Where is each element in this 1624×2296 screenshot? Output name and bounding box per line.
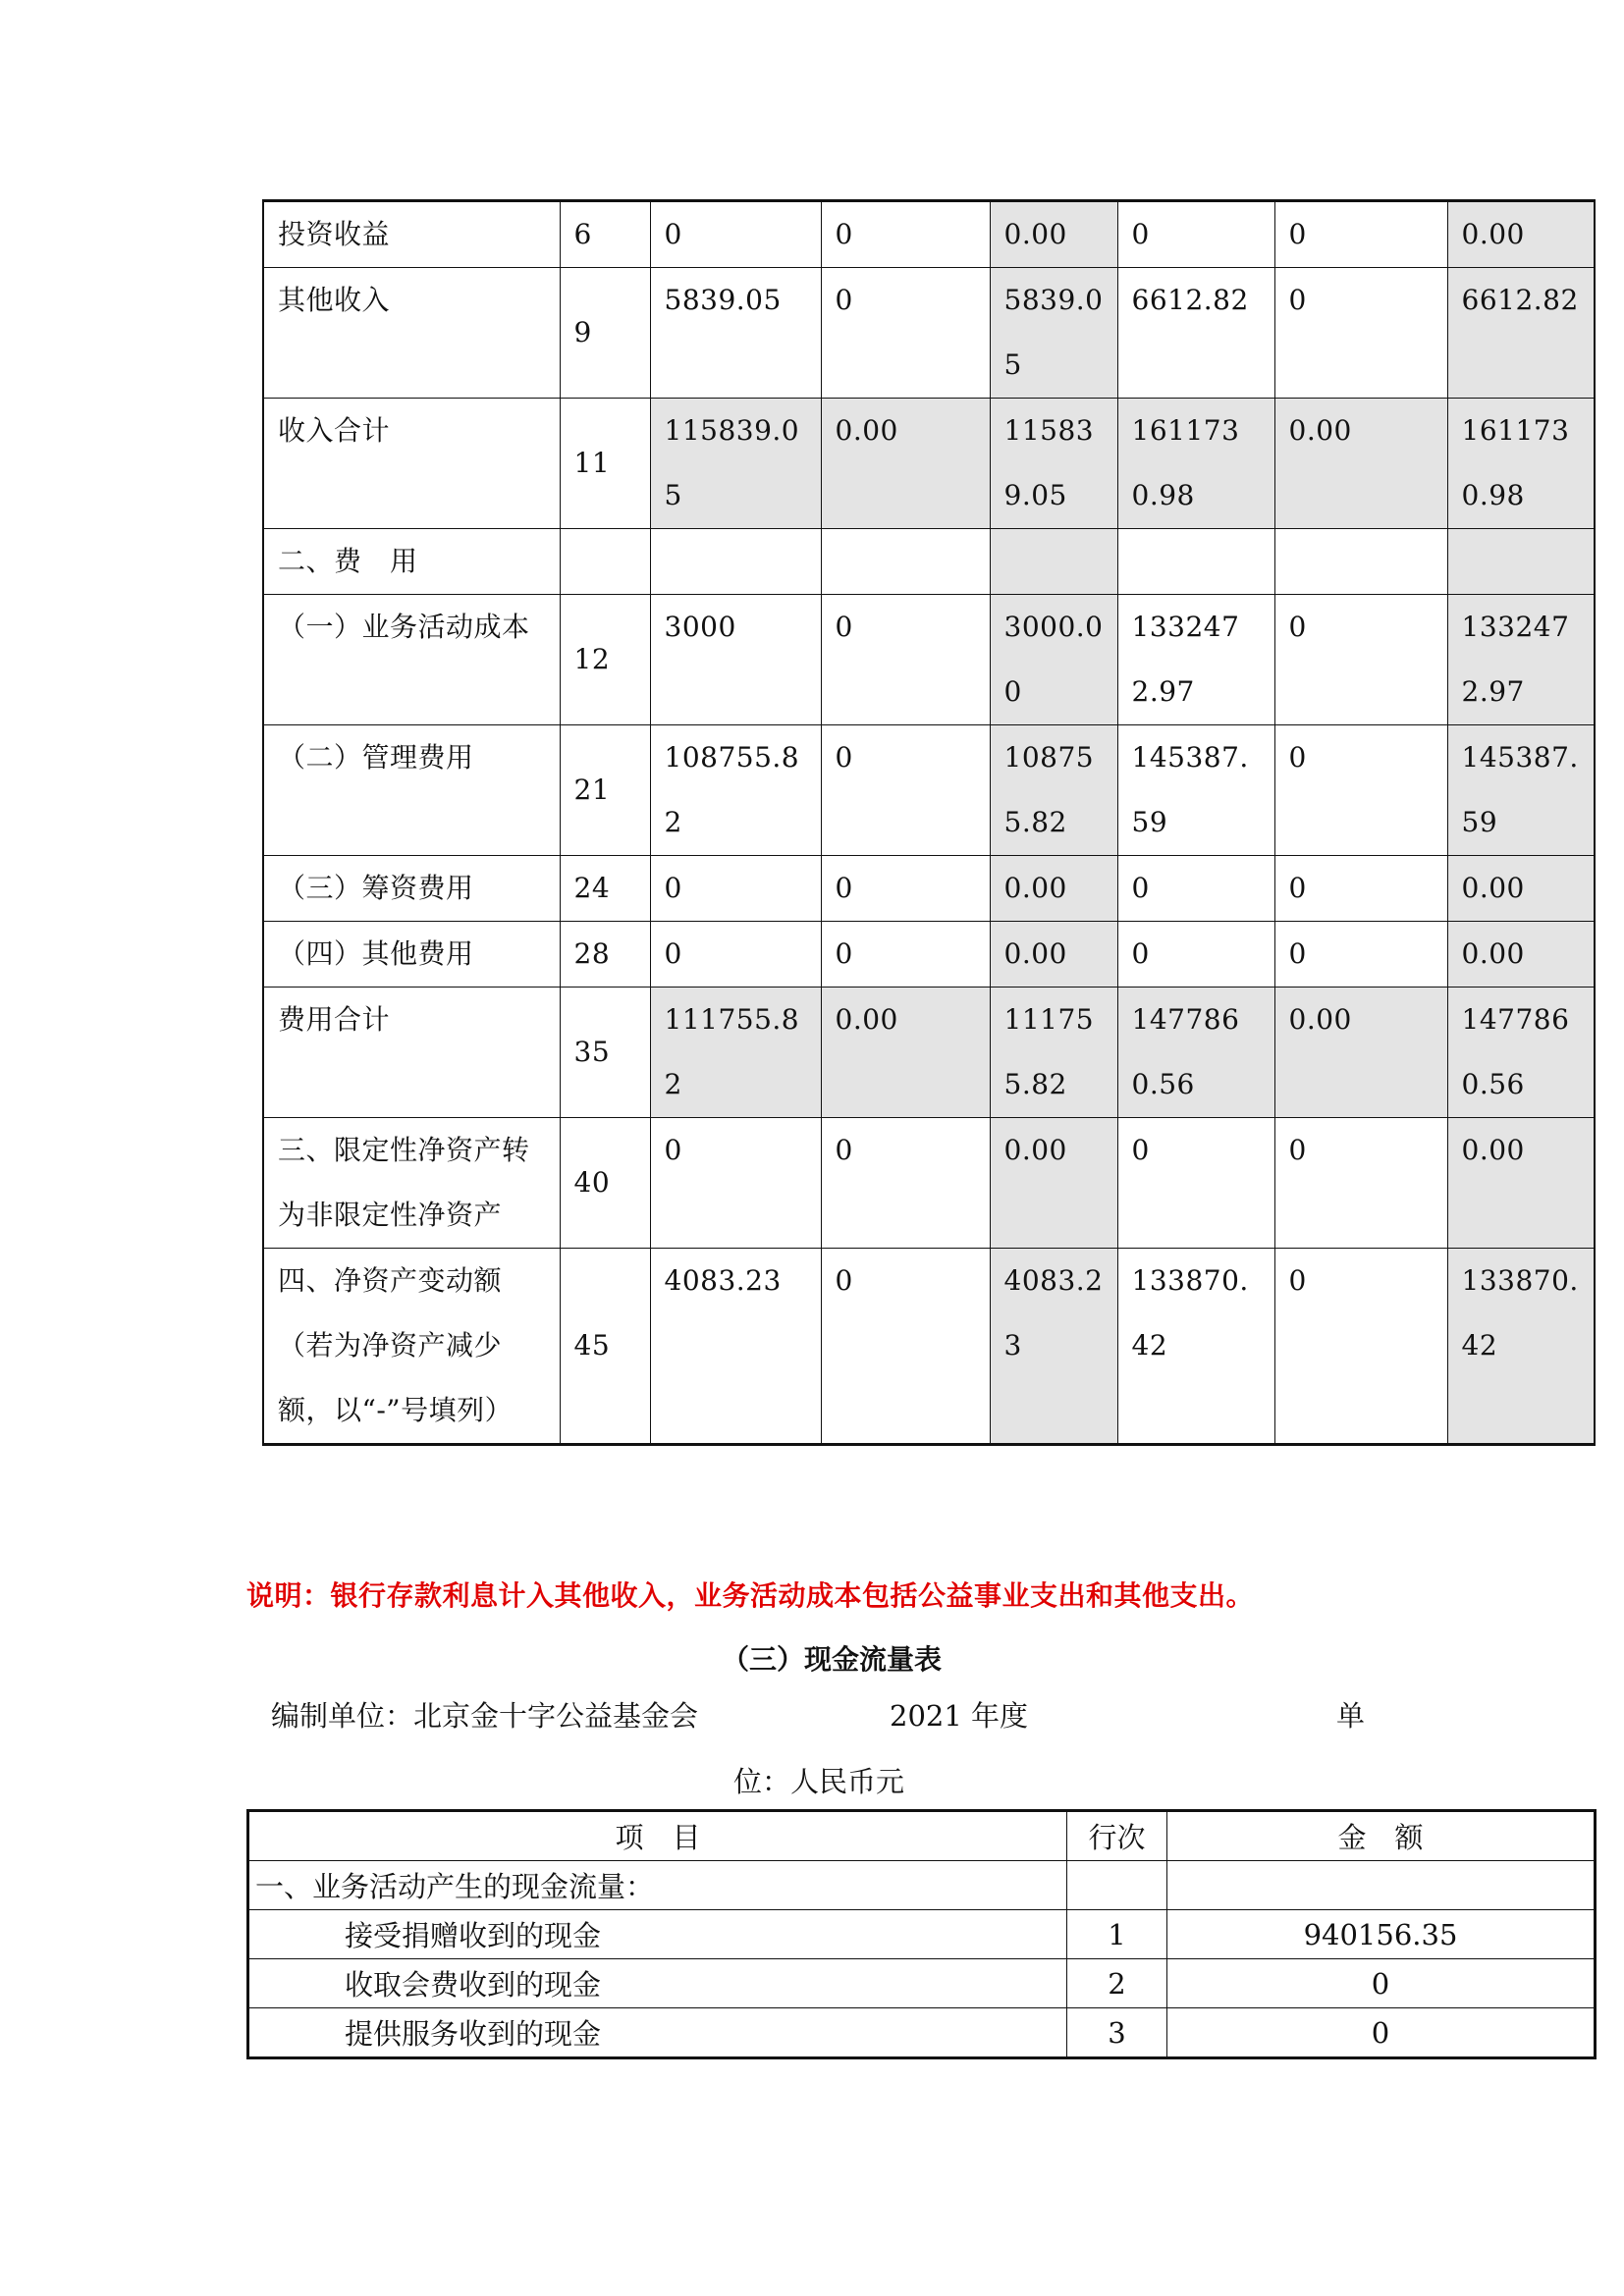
row-item-label: 四、净资产变动额（若为净资产减少额，以“-”号填列） <box>263 1249 560 1445</box>
cell-total: 133870.42 <box>1447 1249 1595 1445</box>
cell-total: 1332472.97 <box>1447 595 1595 725</box>
cell-value: 0 <box>1274 856 1447 922</box>
cell-value <box>650 529 821 595</box>
row-line-number <box>560 529 650 595</box>
cell-value: 0 <box>1117 922 1274 988</box>
cell-total: 0.00 <box>1447 1118 1595 1249</box>
cell-total: 0.00 <box>990 201 1117 268</box>
row-line-number: 24 <box>560 856 650 922</box>
cell-total: 4083.23 <box>990 1249 1117 1445</box>
table-row <box>263 529 1595 595</box>
cell-total: 108755.82 <box>990 725 1117 856</box>
table-row <box>263 1249 1595 1445</box>
row-item-label: 二、费 用 <box>263 529 560 595</box>
cell-value: 145387.59 <box>1117 725 1274 856</box>
cell-value <box>1117 529 1274 595</box>
cell-total: 6612.82 <box>1447 268 1595 399</box>
row-line-number: 28 <box>560 922 650 988</box>
row-line-number: 1 <box>1067 1910 1167 1959</box>
cell-value: 1332472.97 <box>1117 595 1274 725</box>
table-row <box>263 595 1595 725</box>
row-amount: 0 <box>1167 1959 1596 2008</box>
header-amount: 金 额 <box>1167 1811 1596 1861</box>
row-item-label: （二）管理费用 <box>263 725 560 856</box>
currency-unit: 位：人民币元 <box>732 1765 904 1798</box>
cell-value <box>821 529 990 595</box>
row-item-label: 投资收益 <box>263 201 560 268</box>
table-row <box>248 1861 1596 1910</box>
unit-label-part-a: 单 <box>1336 1699 1366 1733</box>
cell-total: 0.00 <box>990 1118 1117 1249</box>
row-item-label: 收取会费收到的现金 <box>248 1959 1067 2008</box>
cell-value: 0 <box>650 1118 821 1249</box>
row-line-number: 40 <box>560 1118 650 1249</box>
cash-flow-table <box>246 1809 1597 2059</box>
cell-value: 0 <box>821 922 990 988</box>
row-line-number: 21 <box>560 725 650 856</box>
cell-value: 0 <box>1274 1118 1447 1249</box>
row-line-number: 11 <box>560 399 650 529</box>
cell-value: 0 <box>1117 1118 1274 1249</box>
cell-value: 0 <box>1117 201 1274 268</box>
cell-value: 4083.23 <box>650 1249 821 1445</box>
cell-value: 1477860.56 <box>1117 988 1274 1118</box>
row-amount: 0 <box>1167 2008 1596 2058</box>
cell-total <box>990 529 1117 595</box>
cell-value: 0 <box>821 268 990 399</box>
cell-value: 1611730.98 <box>1117 399 1274 529</box>
table-header-row <box>248 1811 1596 1861</box>
row-line-number: 2 <box>1067 1959 1167 2008</box>
cell-total: 0.00 <box>1447 856 1595 922</box>
cell-value: 0 <box>821 201 990 268</box>
cell-value: 0.00 <box>1274 988 1447 1118</box>
cell-value: 0 <box>650 201 821 268</box>
table-row <box>263 988 1595 1118</box>
cell-value: 6612.82 <box>1117 268 1274 399</box>
activity-statement-table <box>262 199 1596 1446</box>
cell-value: 0 <box>1274 595 1447 725</box>
cell-value: 115839.05 <box>650 399 821 529</box>
cell-value: 0 <box>821 595 990 725</box>
preparing-unit: 编制单位：北京金十字公益基金会 <box>271 1699 699 1733</box>
row-item-label: 收入合计 <box>263 399 560 529</box>
table-row <box>263 201 1595 268</box>
table-row <box>263 268 1595 399</box>
cell-total: 0.00 <box>990 922 1117 988</box>
cell-value: 0 <box>821 1249 990 1445</box>
cell-value: 0.00 <box>821 399 990 529</box>
row-line-number: 35 <box>560 988 650 1118</box>
row-item-label: 接受捐赠收到的现金 <box>248 1910 1067 1959</box>
table-row <box>248 2008 1596 2058</box>
cell-total: 5839.05 <box>990 268 1117 399</box>
cell-value: 0 <box>1274 268 1447 399</box>
cell-value: 0 <box>1117 856 1274 922</box>
header-line: 行次 <box>1067 1811 1167 1861</box>
table-row <box>263 922 1595 988</box>
row-item-label: 提供服务收到的现金 <box>248 2008 1067 2058</box>
cell-total: 145387.59 <box>1447 725 1595 856</box>
cell-total <box>1447 529 1595 595</box>
row-item-label: （一）业务活动成本 <box>263 595 560 725</box>
cell-total: 111755.82 <box>990 988 1117 1118</box>
cell-total: 115839.05 <box>990 399 1117 529</box>
cell-value: 3000 <box>650 595 821 725</box>
cell-value: 0 <box>821 1118 990 1249</box>
cell-value: 0 <box>650 922 821 988</box>
cell-value: 0 <box>1274 201 1447 268</box>
row-line-number: 12 <box>560 595 650 725</box>
explanatory-note: 说明：银行存款利息计入其他收入，业务活动成本包括公益事业支出和其他支出。 <box>246 1579 1255 1612</box>
cell-value: 133870.42 <box>1117 1249 1274 1445</box>
cell-value: 5839.05 <box>650 268 821 399</box>
header-item: 项 目 <box>248 1811 1067 1861</box>
table-row <box>263 856 1595 922</box>
cell-total: 1611730.98 <box>1447 399 1595 529</box>
empty-cell <box>1167 1861 1596 1910</box>
section-label: 一、业务活动产生的现金流量： <box>248 1861 1067 1910</box>
table-row <box>263 399 1595 529</box>
row-line-number: 6 <box>560 201 650 268</box>
row-item-label: 三、限定性净资产转为非限定性净资产 <box>263 1118 560 1249</box>
cell-total: 3000.00 <box>990 595 1117 725</box>
table-row <box>248 1959 1596 2008</box>
row-item-label: （四）其他费用 <box>263 922 560 988</box>
cell-total: 0.00 <box>1447 201 1595 268</box>
row-line-number: 3 <box>1067 2008 1167 2058</box>
cell-value: 111755.82 <box>650 988 821 1118</box>
cell-value: 0.00 <box>1274 399 1447 529</box>
cell-value: 0 <box>1274 725 1447 856</box>
cell-value <box>1274 529 1447 595</box>
section-title: （三）现金流量表 <box>721 1643 942 1676</box>
row-line-number: 45 <box>560 1249 650 1445</box>
cell-value: 0 <box>821 856 990 922</box>
cell-total: 0.00 <box>990 856 1117 922</box>
cell-value: 0.00 <box>821 988 990 1118</box>
cell-value: 0 <box>821 725 990 856</box>
cell-value: 0 <box>1274 922 1447 988</box>
cell-total: 0.00 <box>1447 922 1595 988</box>
row-amount: 940156.35 <box>1167 1910 1596 1959</box>
table-row <box>248 1910 1596 1959</box>
cell-value: 0 <box>650 856 821 922</box>
cell-value: 0 <box>1274 1249 1447 1445</box>
cell-value: 108755.82 <box>650 725 821 856</box>
row-item-label: （三）筹资费用 <box>263 856 560 922</box>
row-item-label: 其他收入 <box>263 268 560 399</box>
cell-total: 1477860.56 <box>1447 988 1595 1118</box>
empty-cell <box>1067 1861 1167 1910</box>
table-row <box>263 1118 1595 1249</box>
table-row <box>263 725 1595 856</box>
report-year: 2021 年度 <box>890 1699 1029 1733</box>
row-item-label: 费用合计 <box>263 988 560 1118</box>
row-line-number: 9 <box>560 268 650 399</box>
